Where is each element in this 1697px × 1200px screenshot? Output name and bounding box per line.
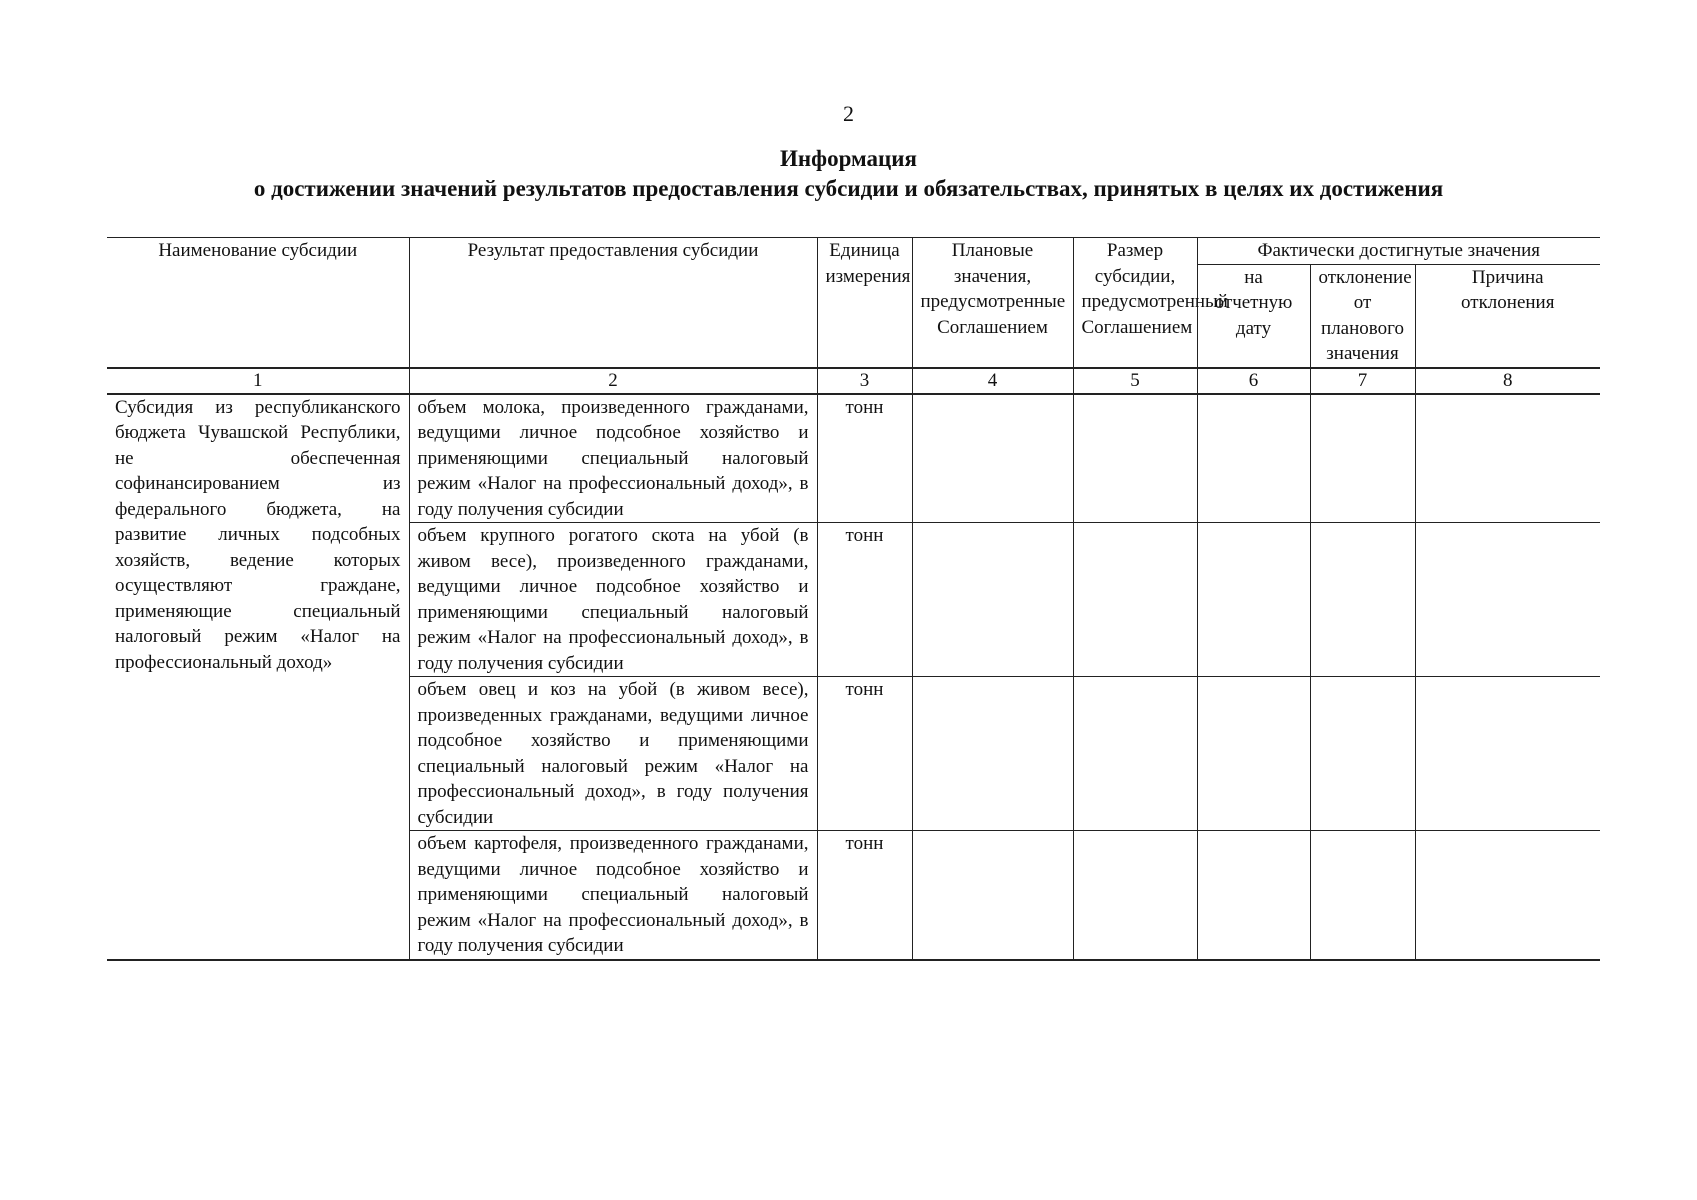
header-actual-group: Фактически достигнутые значения (1197, 238, 1600, 265)
deviation-cell (1310, 394, 1415, 523)
document-title: Информация (780, 146, 917, 171)
column-number: 5 (1073, 368, 1197, 394)
column-number-row (107, 368, 1600, 394)
planned-cell (912, 677, 1073, 831)
header-planned: Плановые значения, предусмотренные Соглашением (912, 238, 1073, 368)
table-row (107, 394, 1600, 523)
planned-cell (912, 523, 1073, 677)
result-cell: объем молока, произведенного гражданами, ведущими личное подсобное хозяйство и применяющими специальный налоговый режим «Налог на профессиональный доход», в году получения субсидии (409, 394, 817, 523)
report-table (107, 237, 1600, 961)
header-deviation: отклонение от планового значения (1310, 264, 1415, 368)
amount-cell (1073, 523, 1197, 677)
result-cell: объем крупного рогатого скота на убой (в живом весе), произведенного гражданами, ведущими личное подсобное хозяйство и применяющими специальный налоговый режим «Налог на профессиональный доход», в году получения субсидии (409, 523, 817, 677)
column-number: 6 (1197, 368, 1310, 394)
page-number: 2 (843, 101, 854, 126)
header-reason: Причина отклонения (1415, 264, 1600, 368)
deviation-cell (1310, 677, 1415, 831)
reason-cell (1415, 677, 1600, 831)
header-row (107, 238, 1600, 265)
planned-cell (912, 394, 1073, 523)
header-amount: Размер субсидии, предусмотренный Соглашением (1073, 238, 1197, 368)
unit-cell: тонн (817, 677, 912, 831)
header-on-date: на отчетную дату (1197, 264, 1310, 368)
header-subsidy-name: Наименование субсидии (107, 238, 409, 368)
column-number: 7 (1310, 368, 1415, 394)
deviation-cell (1310, 523, 1415, 677)
document-subtitle: о достижении значений результатов предоставления субсидии и обязательствах, принятых в целях их достижения (253, 176, 1444, 201)
column-number: 2 (409, 368, 817, 394)
unit-cell: тонн (817, 831, 912, 960)
reason-cell (1415, 523, 1600, 677)
header-unit: Единица измерения (817, 238, 912, 368)
amount-cell (1073, 394, 1197, 523)
reason-cell (1415, 831, 1600, 960)
amount-cell (1073, 677, 1197, 831)
planned-cell (912, 831, 1073, 960)
reason-cell (1415, 394, 1600, 523)
amount-cell (1073, 831, 1197, 960)
actual-cell (1197, 523, 1310, 677)
result-cell: объем картофеля, произведенного гражданами, ведущими личное подсобное хозяйство и применяющими специальный налоговый режим «Налог на профессиональный доход», в году получения субсидии (409, 831, 817, 960)
column-number: 3 (817, 368, 912, 394)
deviation-cell (1310, 831, 1415, 960)
column-number: 4 (912, 368, 1073, 394)
header-result: Результат предоставления субсидии (409, 238, 817, 368)
actual-cell (1197, 394, 1310, 523)
actual-cell (1197, 831, 1310, 960)
column-number: 1 (107, 368, 409, 394)
unit-cell: тонн (817, 523, 912, 677)
subsidy-name-cell: Субсидия из республиканского бюджета Чувашской Республики, не обеспеченная софинансированием из федерального бюджета, на развитие личных подсобных хозяйств, ведение которых осуществляют граждане, применяющие специальный налоговый режим «Налог на профессиональный доход» (107, 394, 409, 960)
column-number: 8 (1415, 368, 1600, 394)
actual-cell (1197, 677, 1310, 831)
result-cell: объем овец и коз на убой (в живом весе), произведенных гражданами, ведущими личное подсобное хозяйство и применяющими специальный налоговый режим «Налог на профессиональный доход», в году получения субсидии (409, 677, 817, 831)
unit-cell: тонн (817, 394, 912, 523)
